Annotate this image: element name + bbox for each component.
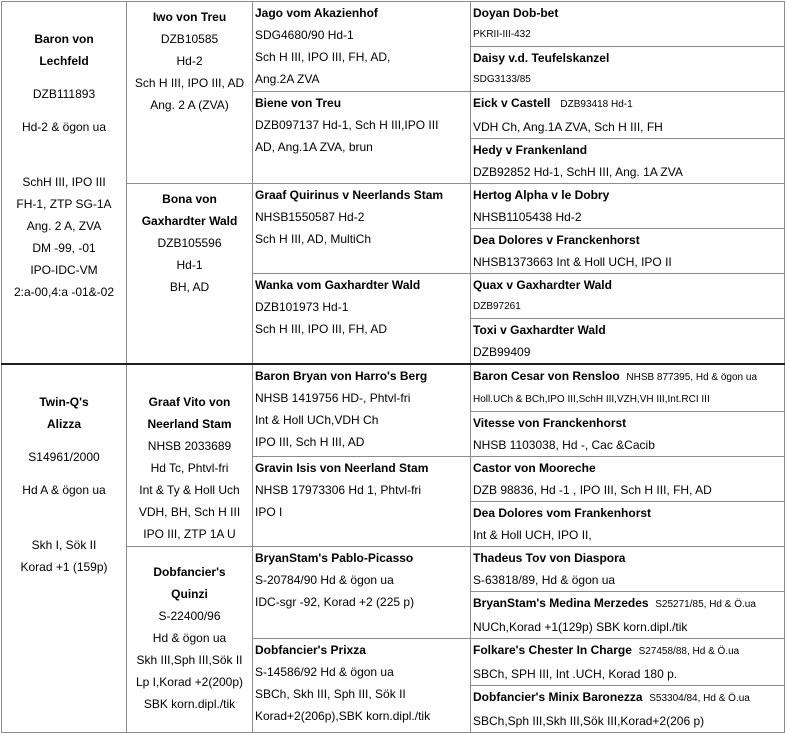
sire-merit: FH-1, ZTP SG-1A bbox=[16, 197, 112, 211]
dam-sire-name: Neerland Stam bbox=[147, 417, 232, 431]
dam-dam-info: Lp I,Korad +2(200p) bbox=[135, 675, 244, 689]
ancestor-extra: S25271/85, Hd & Ö.ua bbox=[655, 599, 756, 610]
ancestor-name: BryanStam's Medina Merzedes bbox=[473, 596, 649, 610]
dsds-cell bbox=[471, 457, 785, 502]
sire-sire-info: Ang. 2 A (ZVA) bbox=[150, 98, 229, 112]
ancestor-reg: NHSB1105438 Hd-2 bbox=[473, 210, 582, 224]
dam-sire-info: VDH, BH, Sch H III bbox=[138, 505, 241, 519]
ancestor-name: Eick v Castell bbox=[473, 96, 551, 110]
ddsd-cell bbox=[471, 592, 785, 639]
ancestor-name: Dea Dolores v Franckenhorst bbox=[473, 233, 640, 247]
sire-sire-name: Iwo von Treu bbox=[152, 10, 227, 24]
dsdd-cell bbox=[471, 502, 785, 547]
ancestor-info: Int & Holl UCh,VDH Ch bbox=[255, 413, 379, 427]
ancestor-reg: DZB97261 bbox=[473, 301, 521, 312]
ancestor-reg: S-63818/89, Hd & ögon ua bbox=[473, 573, 616, 587]
ancestor-extra: NHSB 877395, Hd & ögon ua bbox=[626, 372, 758, 383]
ssd-cell bbox=[471, 47, 785, 92]
ancestor-name: Hertog Alpha v le Dobry bbox=[473, 188, 610, 202]
dsss-cell bbox=[471, 364, 785, 412]
sds-cell bbox=[471, 92, 785, 139]
dam-name-2: Alizza bbox=[46, 417, 81, 431]
ancestor-name: Dobfancier's Minix Baronezza bbox=[473, 690, 643, 704]
sire-merit: IPO-IDC-VM bbox=[30, 263, 98, 277]
ancestor-name: Daisy v.d. Teufelskanzel bbox=[473, 51, 610, 65]
ancestor-name: Wanka vom Gaxhardter Wald bbox=[255, 278, 421, 292]
dsd-cell bbox=[471, 229, 785, 274]
sire-dam-cell bbox=[127, 184, 253, 365]
ancestor-reg: NUCh,Korad +1(129p) SBK korn.dipl./tik bbox=[473, 620, 688, 634]
sd-dam-cell bbox=[253, 274, 471, 365]
sire-merit: DM -99, -01 bbox=[32, 241, 96, 255]
sire-dam-info: Hd-1 bbox=[176, 258, 203, 272]
dam-name-1: Twin-Q's bbox=[39, 395, 89, 409]
ancestor-info: DZB097137 Hd-1, Sch H III,IPO III bbox=[255, 118, 439, 132]
ancestor-name: Castor von Mooreche bbox=[473, 461, 596, 475]
ancestor-info: S-20784/90 Hd & ögon ua bbox=[255, 573, 394, 587]
ancestor-info: Sch H III, IPO III, FH, AD bbox=[255, 322, 388, 336]
sire-merit: SchH III, IPO III bbox=[22, 175, 106, 189]
ancestor-info: Sch H III, IPO III, FH, AD, bbox=[255, 50, 391, 64]
dam-reg: S14961/2000 bbox=[28, 450, 100, 464]
sire-merit: Ang. 2 A, ZVA bbox=[26, 219, 102, 233]
ancestor-reg: DZB99409 bbox=[473, 345, 531, 359]
dd-sire-cell bbox=[253, 547, 471, 639]
ancestor-extra: S53304/84, Hd & Ö.ua bbox=[649, 693, 750, 704]
dss-cell bbox=[471, 184, 785, 229]
ancestor-info: SBCh, Skh III, Sph III, Sök II bbox=[255, 687, 406, 701]
sire-dam-info: BH, AD bbox=[169, 280, 210, 294]
ancestor-name: Baron Cesar von Rensloo bbox=[473, 369, 620, 383]
sire-dam-info: DZB105596 bbox=[157, 236, 222, 250]
ss-dam-cell bbox=[253, 92, 471, 184]
sire-merit: 2:a-00,4:a -01&-02 bbox=[13, 285, 115, 299]
ancestor-info: AD, Ang.1A ZVA, brun bbox=[255, 140, 373, 154]
ancestor-reg: NHSB1373663 Int & Holl UCH, IPO II bbox=[473, 255, 672, 269]
ancestor-name: Vitesse von Franckenhorst bbox=[473, 416, 627, 430]
ancestor-reg: SBCh,Sph III,Skh III,Sök III,Korad+2(206 p) bbox=[473, 714, 705, 728]
dam-sire-info: IPO III, ZTP 1A U bbox=[143, 527, 236, 541]
ancestor-name: Jago vom Akazienhof bbox=[255, 6, 378, 20]
sd-sire-cell bbox=[253, 184, 471, 274]
ancestor-reg: Int & Holl UCH, IPO II, bbox=[473, 528, 592, 542]
dam-sire-name: Graaf Vito von bbox=[148, 395, 231, 409]
ddss-cell bbox=[471, 547, 785, 592]
dam-merit: Korad +1 (159p) bbox=[20, 560, 108, 574]
ancestor-info: Sch H III, AD, MultiCh bbox=[255, 232, 372, 246]
sire-name-2: Lechfeld bbox=[39, 54, 89, 68]
ancestor-name: Biene von Treu bbox=[255, 96, 342, 110]
sire-cell bbox=[2, 2, 127, 365]
ancestor-name: BryanStam's Pablo-Picasso bbox=[255, 551, 414, 565]
dam-dam-info: Hd & ögon ua bbox=[152, 631, 227, 645]
sire-sire-cell bbox=[127, 2, 253, 184]
ancestor-name: Doyan Dob-bet bbox=[473, 6, 559, 20]
sire-dam-name: Bona von bbox=[162, 192, 217, 206]
ancestor-name: Hedy v Frankenland bbox=[473, 143, 588, 157]
ancestor-reg: SDG3133/85 bbox=[473, 74, 531, 85]
dam-dam-name: Dobfancier's bbox=[153, 565, 226, 579]
ancestor-extra: DZB93418 Hd-1 bbox=[560, 99, 633, 110]
ancestor-info: DZB101973 Hd-1 bbox=[255, 300, 349, 314]
sire-sire-info: Sch H III, IPO III, AD bbox=[134, 76, 245, 90]
dam-dam-info: SBK korn.dipl./tik bbox=[143, 697, 236, 711]
dd-dam-cell bbox=[253, 639, 471, 733]
ancestor-name: Graaf Quirinus v Neerlands Stam bbox=[255, 188, 444, 202]
ancestor-reg: VDH Ch, Ang.1A ZVA, Sch H III, FH bbox=[473, 120, 663, 134]
pedigree-table bbox=[1, 1, 785, 733]
ds-dam-cell bbox=[253, 457, 471, 547]
ancestor-reg: NHSB 1103038, Hd -, Cac &Cacib bbox=[473, 438, 655, 452]
dam-cell bbox=[2, 364, 127, 733]
ancestor-info: IPO III, Sch H III, AD bbox=[255, 435, 365, 449]
ancestor-info: NHSB 17973306 Hd 1, Phtvl-fri bbox=[255, 483, 422, 497]
ancestor-info: Ang.2A ZVA bbox=[255, 72, 320, 86]
ancestor-info: S-14586/92 Hd & ögon ua bbox=[255, 665, 394, 679]
ancestor-name: Gravin Isis von Neerland Stam bbox=[255, 461, 429, 475]
ancestor-info: NHSB1550587 Hd-2 bbox=[255, 210, 365, 224]
sire-dam-name: Gaxhardter Wald bbox=[141, 214, 238, 228]
ancestor-name: Toxi v Gaxhardter Wald bbox=[473, 323, 606, 337]
dam-hd: Hd A & ögon ua bbox=[22, 483, 106, 497]
sire-name-1: Baron von bbox=[34, 32, 94, 46]
sire-hd: Hd-2 & ögon ua bbox=[21, 120, 107, 134]
dds-cell bbox=[471, 274, 785, 319]
ancestor-info: SDG4680/90 Hd-1 bbox=[255, 28, 354, 42]
sire-sire-info: DZB10585 bbox=[160, 32, 219, 46]
dam-dam-info: Skh III,Sph III,Sök II bbox=[136, 653, 243, 667]
ancestor-reg: SBCh, SPH III, Int .UCH, Korad 180 p. bbox=[473, 667, 678, 681]
ddd-cell bbox=[471, 319, 785, 365]
ancestor-info: Korad+2(206p),SBK korn.dipl./tik bbox=[255, 709, 431, 723]
dam-sire-info: Int & Ty & Holl Uch bbox=[139, 483, 240, 497]
ss-sire-cell bbox=[253, 2, 471, 92]
ancestor-name: Dea Dolores vom Frankenhorst bbox=[473, 506, 652, 520]
ddds-cell bbox=[471, 639, 785, 686]
sire-sire-info: Hd-2 bbox=[176, 54, 203, 68]
dam-sire-info: NHSB 2033689 bbox=[147, 439, 232, 453]
ancestor-name: Baron Bryan von Harro's Berg bbox=[255, 369, 428, 383]
ancestor-reg: DZB 98836, Hd -1 , IPO III, Sch H III, FH, AD bbox=[473, 483, 712, 497]
ancestor-reg: Holl.UCh & BCh,IPO III,SchH III,VZH,VH III,Int.RCI III bbox=[473, 394, 710, 405]
ancestor-info: IPO I bbox=[255, 505, 283, 519]
dam-sire-info: Hd Tc, Phtvl-fri bbox=[150, 461, 229, 475]
dddd-cell bbox=[471, 686, 785, 733]
dam-dam-name: Quinzi bbox=[171, 587, 208, 601]
sire-reg: DZB111893 bbox=[32, 87, 96, 101]
ancestor-reg: PKRII-III-432 bbox=[473, 29, 531, 40]
ancestor-name: Dobfancier's Prixza bbox=[255, 643, 366, 657]
ancestor-reg: DZB92852 Hd-1, SchH III, Ang. 1A ZVA bbox=[473, 165, 683, 179]
ancestor-name: Thadeus Tov von Diaspora bbox=[473, 551, 626, 565]
ancestor-info: IDC-sgr -92, Korad +2 (225 p) bbox=[255, 595, 415, 609]
dssd-cell bbox=[471, 412, 785, 457]
sdd-cell bbox=[471, 139, 785, 184]
ds-sire-cell bbox=[253, 364, 471, 457]
dam-merit: Skh I, Sök II bbox=[31, 538, 97, 552]
ancestor-name: Folkare's Chester In Charge bbox=[473, 643, 632, 657]
ancestor-extra: S27458/88, Hd & Ö.ua bbox=[638, 646, 740, 657]
ancestor-info: NHSB 1419756 HD-, Phtvl-fri bbox=[255, 391, 411, 405]
ancestor-name: Quax v Gaxhardter Wald bbox=[473, 278, 612, 292]
sss-cell bbox=[471, 2, 785, 47]
dam-sire-cell bbox=[127, 364, 253, 547]
dam-dam-info: S-22400/96 bbox=[158, 609, 221, 623]
